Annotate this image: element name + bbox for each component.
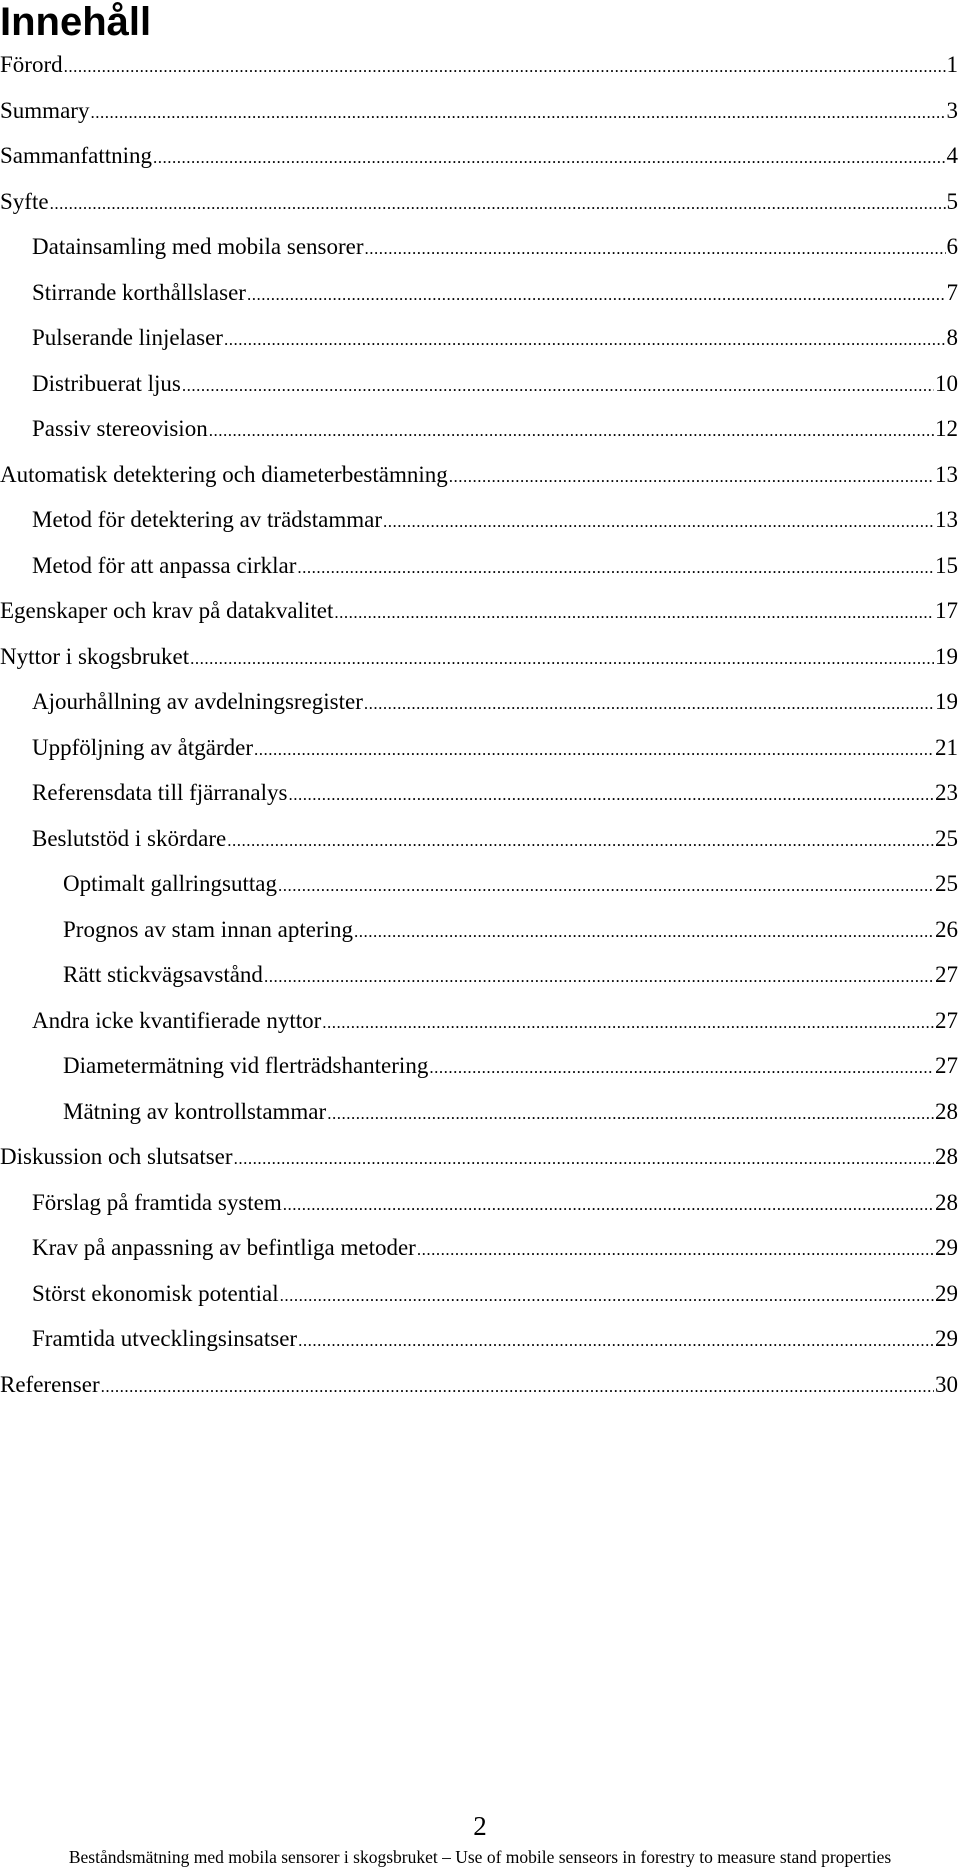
dot-leader <box>283 1182 934 1228</box>
dot-leader <box>50 181 946 227</box>
toc-entry-title: Diametermätning vid flerträdshantering <box>63 1053 429 1078</box>
toc-entry[interactable] <box>0 1271 958 1317</box>
toc-entry-title: Krav på anpassning av befintliga metoder <box>32 1235 416 1260</box>
toc-entry-page: 12 <box>935 416 958 441</box>
toc-entry[interactable] <box>0 224 958 270</box>
dot-leader <box>264 954 934 1000</box>
toc-entry-page: 1 <box>946 52 958 77</box>
toc-entry-page: 29 <box>935 1326 958 1351</box>
toc-entry[interactable] <box>0 497 958 543</box>
toc-entry-page: 8 <box>946 325 958 350</box>
table-of-contents <box>0 42 958 1407</box>
dot-leader <box>90 90 945 136</box>
toc-entry-title: Förslag på framtida system <box>32 1189 282 1215</box>
toc-entry[interactable] <box>0 725 958 771</box>
toc-entry-page: 13 <box>935 461 958 487</box>
toc-entry[interactable] <box>0 1362 958 1408</box>
toc-entry[interactable] <box>0 1134 958 1180</box>
dot-leader <box>364 681 934 727</box>
toc-entry-page: 15 <box>935 552 958 578</box>
toc-entry[interactable] <box>0 42 958 88</box>
toc-entry[interactable] <box>0 452 958 498</box>
dot-leader <box>247 272 946 318</box>
toc-entry-page: 28 <box>935 1189 958 1215</box>
toc-entry-page: 3 <box>946 97 958 123</box>
toc-entry-title: Ajourhållning av avdelningsregister <box>32 689 363 714</box>
toc-entry[interactable] <box>0 588 958 634</box>
toc-entry-page: 28 <box>935 1098 958 1124</box>
dot-leader <box>334 590 934 636</box>
toc-entry-title: Stirrande korthållslaser <box>32 279 246 305</box>
toc-entry[interactable] <box>0 634 958 680</box>
toc-entry-page: 23 <box>935 780 958 805</box>
dot-leader <box>153 135 945 181</box>
toc-entry-page: 5 <box>946 188 958 214</box>
toc-entry[interactable] <box>0 88 958 134</box>
running-footer: Beståndsmätning med mobila sensorer i skogsbruket – Use of mobile senseors in forestry to measure stand properties <box>68 1847 892 1867</box>
dot-leader <box>327 1091 934 1137</box>
dot-leader <box>429 1045 934 1091</box>
dot-leader <box>297 545 934 591</box>
toc-entry-page: 30 <box>935 1371 958 1397</box>
toc-entry-page: 7 <box>946 279 958 305</box>
toc-entry-title: Syfte <box>0 188 49 214</box>
toc-entry-page: 25 <box>935 871 958 896</box>
toc-entry-title: Pulserande linjelaser <box>32 325 223 350</box>
dot-leader <box>417 1227 934 1273</box>
toc-entry[interactable] <box>0 770 958 816</box>
dot-leader <box>224 317 946 363</box>
toc-entry[interactable] <box>0 1089 958 1135</box>
toc-entry-page: 29 <box>935 1280 958 1306</box>
toc-entry-title: Diskussion och slutsatser <box>0 1144 233 1169</box>
toc-entry[interactable] <box>0 679 958 725</box>
toc-entry[interactable] <box>0 1043 958 1089</box>
toc-entry[interactable] <box>0 816 958 862</box>
toc-entry-title: Egenskaper och krav på datakvalitet <box>0 598 334 623</box>
toc-entry-page: 27 <box>935 1053 958 1078</box>
dot-leader <box>182 363 934 409</box>
toc-entry-title: Sammanfattning <box>0 143 153 168</box>
dot-leader <box>449 454 934 500</box>
toc-entry-title: Summary <box>0 97 90 123</box>
toc-entry[interactable] <box>0 315 958 361</box>
toc-entry[interactable] <box>0 543 958 589</box>
toc-entry-page: 4 <box>946 143 958 168</box>
toc-entry-page: 26 <box>935 916 958 942</box>
toc-entry-page: 19 <box>935 643 958 669</box>
toc-entry-title: Störst ekonomisk potential <box>32 1280 279 1306</box>
toc-entry-title: Passiv stereovision <box>32 416 208 441</box>
dot-leader <box>278 863 934 909</box>
toc-entry-title: Förord <box>0 52 63 77</box>
toc-entry-page: 27 <box>935 962 958 987</box>
toc-entry[interactable] <box>0 133 958 179</box>
dot-leader <box>64 44 946 90</box>
dot-leader <box>354 909 934 955</box>
page-number: 2 <box>473 1811 487 1841</box>
dot-leader <box>234 1136 934 1182</box>
toc-entry-title: Nyttor i skogsbruket <box>0 643 190 669</box>
toc-entry[interactable] <box>0 907 958 953</box>
toc-entry-page: 21 <box>935 734 958 760</box>
toc-entry-title: Datainsamling med mobila sensorer <box>32 234 364 259</box>
toc-entry-title: Automatisk detektering och diameterbestämning <box>0 461 448 487</box>
toc-entry-page: 27 <box>935 1007 958 1033</box>
toc-heading: Innehåll <box>0 0 152 44</box>
toc-entry-title: Referenser <box>0 1371 100 1397</box>
toc-entry[interactable] <box>0 406 958 452</box>
dot-leader <box>298 1318 934 1364</box>
toc-entry-title: Metod för att anpassa cirklar <box>32 552 297 578</box>
toc-entry[interactable] <box>0 861 958 907</box>
toc-entry[interactable] <box>0 952 958 998</box>
dot-leader <box>101 1364 934 1410</box>
toc-entry[interactable] <box>0 270 958 316</box>
toc-entry[interactable] <box>0 1316 958 1362</box>
toc-entry-title: Metod för detektering av trädstammar <box>32 507 382 532</box>
toc-entry-page: 25 <box>935 825 958 851</box>
dot-leader <box>280 1273 934 1319</box>
toc-entry[interactable] <box>0 361 958 407</box>
dot-leader <box>227 818 934 864</box>
toc-entry-title: Distribuerat ljus <box>32 370 181 396</box>
toc-entry[interactable] <box>0 998 958 1044</box>
dot-leader <box>365 226 946 272</box>
toc-entry-title: Referensdata till fjärranalys <box>32 780 288 805</box>
toc-entry-page: 28 <box>935 1144 958 1169</box>
toc-entry-title: Rätt stickvägsavstånd <box>63 962 263 987</box>
toc-entry[interactable] <box>0 1180 958 1226</box>
toc-entry[interactable] <box>0 1225 958 1271</box>
dot-leader <box>383 499 934 545</box>
dot-leader <box>288 772 934 818</box>
toc-entry-page: 19 <box>935 689 958 714</box>
dot-leader <box>190 636 934 682</box>
toc-entry[interactable] <box>0 179 958 225</box>
toc-entry-title: Prognos av stam innan aptering <box>63 916 354 942</box>
dot-leader <box>209 408 934 454</box>
toc-entry-title: Andra icke kvantifierade nyttor <box>32 1007 322 1033</box>
toc-entry-page: 17 <box>935 598 958 623</box>
toc-entry-page: 29 <box>935 1235 958 1260</box>
toc-entry-title: Framtida utvecklingsinsatser <box>32 1326 298 1351</box>
dot-leader <box>254 727 934 773</box>
toc-entry-title: Optimalt gallringsuttag <box>63 871 277 896</box>
toc-entry-title: Mätning av kontrollstammar <box>63 1098 327 1124</box>
toc-entry-page: 10 <box>935 370 958 396</box>
toc-entry-page: 6 <box>946 234 958 259</box>
toc-entry-page: 13 <box>935 507 958 532</box>
toc-entry-title: Beslutstöd i skördare <box>32 825 227 851</box>
dot-leader <box>322 1000 934 1046</box>
toc-entry-title: Uppföljning av åtgärder <box>32 734 253 760</box>
